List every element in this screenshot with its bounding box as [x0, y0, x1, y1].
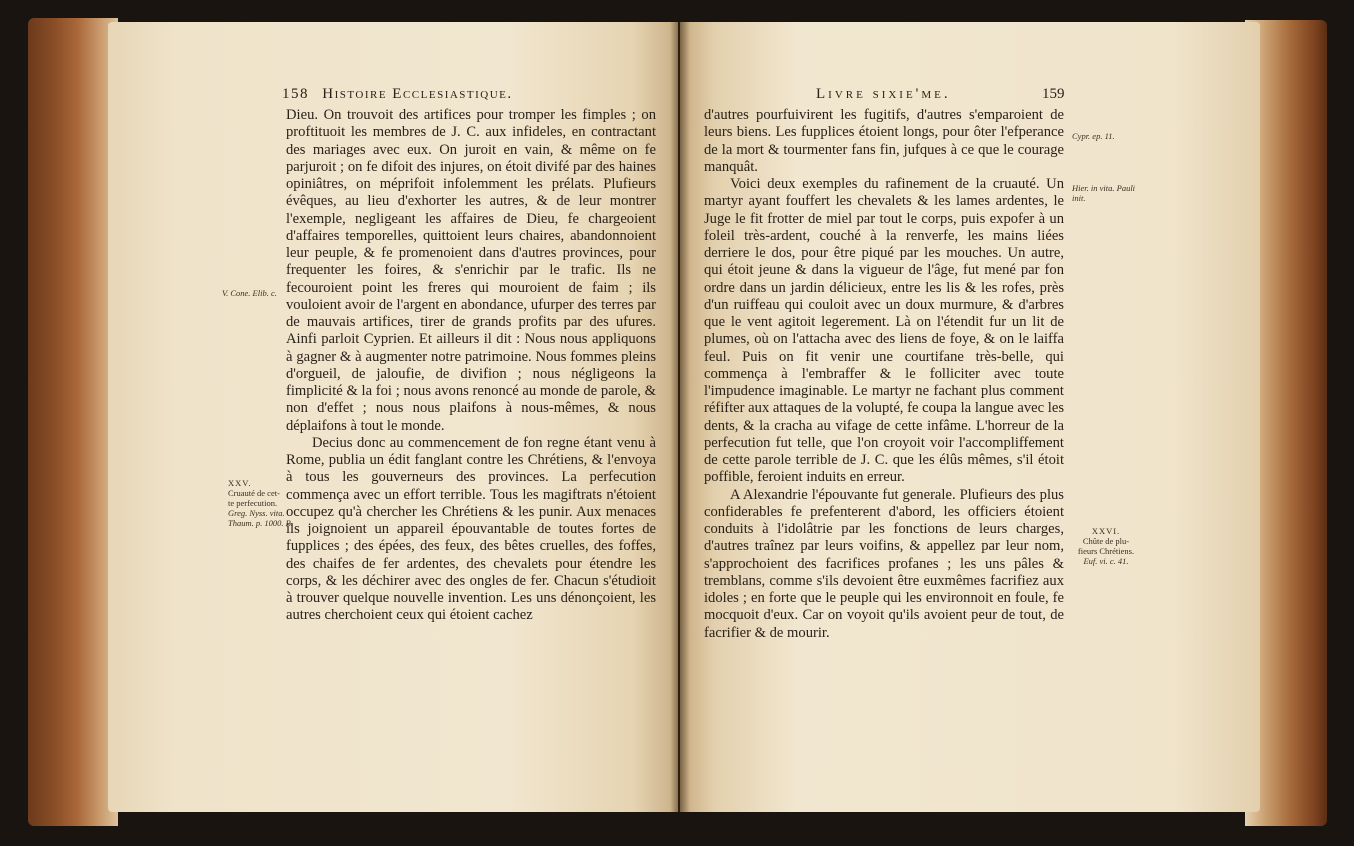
paragraph: Dieu. On trouvoit des artifices pour tromper les fimples ; on proftituoit les membres de J. C. aux infideles, en contractant des mariages avec eux. On juroit en vain, & même on fe parjuroit ; on fe difoit des injures, on étoit divifé par des haines opiniâtres, on méprifoit infolemment les prélats. Plufieurs évêques, au lieu d'exhorter les autres, & de leur montrer l'exemple, negligeant les affaires de Dieu, fe chargeoient d'affaires temporelles, quittoient leurs chaires, abandonnoient leur peuple, & fe promenoient dans d'autres provinces, pour frequenter les foires, & s'enrichir par le trafic. Ils ne fecouroient point les freres qui mouroient de faim ; ils vouloient avoir de l'argent en abondance, ufurper des terres par de mauvais artifices, tirer de grands profits par des ufures. Ainfi parloit Cyprien. Et ailleurs il dit : Nous nous appliquons à gagner & à augmenter notre patrimoine. Nous fommes pleins d'orgueil, de jaloufie, de divifion ; nous négligeons la fimplicité & la foi ; nous avons renoncé au monde de parole, & non d'effet ; nous nous plaifons à nous-mêmes, & nous déplaifons à tout le monde. — [286, 107, 656, 434]
section-number: XXV. — [228, 478, 252, 488]
right-margin-note-1: Cypr. ep. 11. — [1072, 131, 1115, 141]
left-margin-note-1: V. Cone. Elib. c. — [222, 288, 277, 298]
left-page-header — [282, 86, 513, 103]
book-gutter — [670, 22, 690, 812]
left-margin-note-2: XXV. Cruauté de cet- te perfecution. Greg. Nyss. vita. Thaum. p. 1000. B. — [228, 478, 293, 528]
right-margin-note-3: XXVI. Chûte de plu- fieurs Chrétiens. Euf. vi. c. 41. — [1070, 526, 1142, 566]
left-running-head: Histoire Ecclesiastique. — [322, 86, 513, 102]
section-number: XXVI. — [1091, 526, 1121, 536]
right-margin-note-2: Hier. in vita. Pauli init. — [1072, 183, 1136, 203]
margin-reference: Greg. Nyss. vita. Thaum. p. 1000. B. — [228, 508, 293, 528]
paragraph: Voici deux exemples du rafinement de la cruauté. Un martyr ayant fouffert les chevalets & les lames ardentes, le Juge le fit frotter de miel par tout le corps, puis expofer à un foleil très-ardent, couché à la renverfe, les mains liées derriere le dos, pour être piqué par les mouches. Un autre, qui étoit jeune & dans la vigueur de l'âge, fut mené par fon ordre dans un jardin délicieux, entre les lis & les rofes, près d'un ruiffeau qui couloit avec un doux murmure, & d'arbres que le vent agitoit legerement. Là on l'étendit fur un lit de plumes, où on l'attacha avec des liens de foye, & on le laiffa feul. Puis on fit venir une courtifane très-belle, qui commença à l'embraffer & le folliciter avec toute l'impudence imaginable. Le martyr ne fachant plus comment réfifter aux attaques de la volupté, fe coupa la langue avec les dents, & la cracha au vifage de cette infâme. L'horreur de la perfecution fut telle, que l'on croyoit voir l'accompliffement de cette parole terrible de J. C. que les élûs mêmes, s'il étoit poffible, feroient induits en erreur. — [704, 176, 1064, 486]
left-cover-edge — [28, 18, 118, 826]
right-running-head: Livre sixie'me. — [816, 86, 951, 102]
left-page-text — [286, 107, 656, 625]
margin-reference: Euf. vi. c. 41. — [1083, 556, 1129, 566]
right-page-number: 159 — [1042, 86, 1065, 102]
paragraph: A Alexandrie l'épouvante fut generale. Plufieurs des plus confiderables fe prefenterent d'abord, les officiers étoient conduits à l'idolâtrie par les fonctions de leurs charges, d'autres traînez par leurs voifins, & appellez par leur nom, s'approchoient des facrifices profanes ; les uns pâles & tremblans, comme s'ils devoient être euxmêmes facrifiez aux idoles ; en forte que le peuple qui les environnoit en foule, fe mocquoit d'eux. Car on voyoit qu'ils avoient peur de tout, de facrifier & de mourir. — [704, 486, 1064, 641]
paragraph: d'autres pourfuivirent les fugitifs, d'autres s'emparoient de leurs biens. Les fupplices étoient longs, pour ôter l'efperance de la mort & tourmenter fans fin, jufques à ce que le courage manquât. — [704, 107, 1064, 175]
right-page-text — [704, 107, 1064, 642]
left-page-number: 158 — [282, 86, 309, 102]
paragraph: Decius donc au commencement de fon regne étant venu à Rome, publia un édit fanglant contre les Chrétiens, & l'envoya à tous les gouverneurs des provinces. La perfecution commença avec un effort terrible. Tous les magiftrats n'étoient occupez qu'à chercher les Chrétiens & les punir. Aux menaces ils joignoient un appareil épouvantable de toutes fortes de fupplices ; des épées, des feux, des bêtes cruelles, des foffes, des chaifes de fer ardentes, des chevalets pour étendre les corps, & les déchirer avec des ongles de fer. Chacun s'étudioit à trouver quelque nouvelle invention. Les uns dénonçoient, les autres cherchoient ceux qui étoient cachez — [286, 434, 656, 624]
